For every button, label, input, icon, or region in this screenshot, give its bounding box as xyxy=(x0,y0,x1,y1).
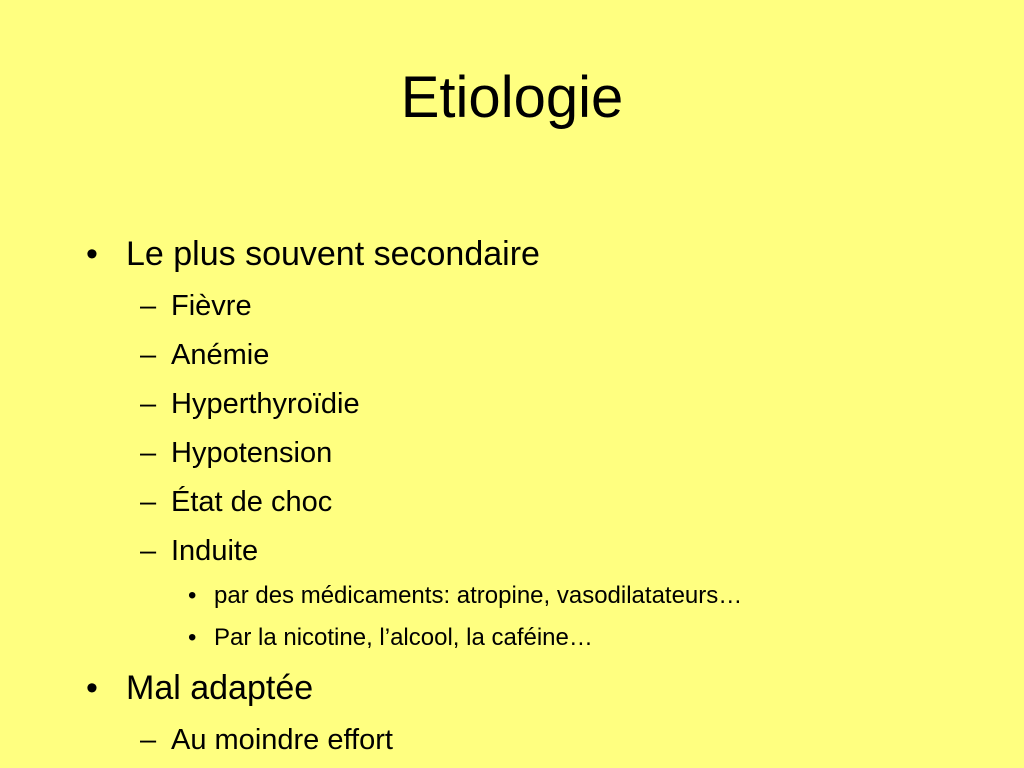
bullet-marker: • xyxy=(86,235,98,273)
sub-item-text: Hypotension xyxy=(171,437,333,469)
slide-title: Etiologie xyxy=(400,65,624,130)
dash-marker: – xyxy=(140,290,157,322)
sub-item-text: État de choc xyxy=(171,486,333,518)
sub-item-text: Hyperthyroïdie xyxy=(171,388,360,420)
sub-item-text: Au moindre effort xyxy=(171,724,393,756)
sub-item-text: Induite xyxy=(171,535,259,567)
dash-marker: – xyxy=(140,724,157,756)
bullet-text: Mal adaptée xyxy=(126,669,314,707)
dash-marker: – xyxy=(140,339,157,371)
sub-item-text: Anémie xyxy=(171,339,270,371)
sub-item-text: Fièvre xyxy=(171,290,252,322)
bullet-marker: • xyxy=(188,582,197,609)
dash-marker: – xyxy=(140,437,157,469)
dash-marker: – xyxy=(140,486,157,518)
sub-sub-item-text: par des médicaments: atropine, vasodilatateurs… xyxy=(214,582,743,609)
bullet-marker: • xyxy=(188,624,197,651)
dash-marker: – xyxy=(140,535,157,567)
bullet-text: Le plus souvent secondaire xyxy=(126,235,540,273)
sub-sub-item-text: Par la nicotine, l’alcool, la caféine… xyxy=(214,624,593,651)
bullet-marker: • xyxy=(86,669,98,707)
dash-marker: – xyxy=(140,388,157,420)
